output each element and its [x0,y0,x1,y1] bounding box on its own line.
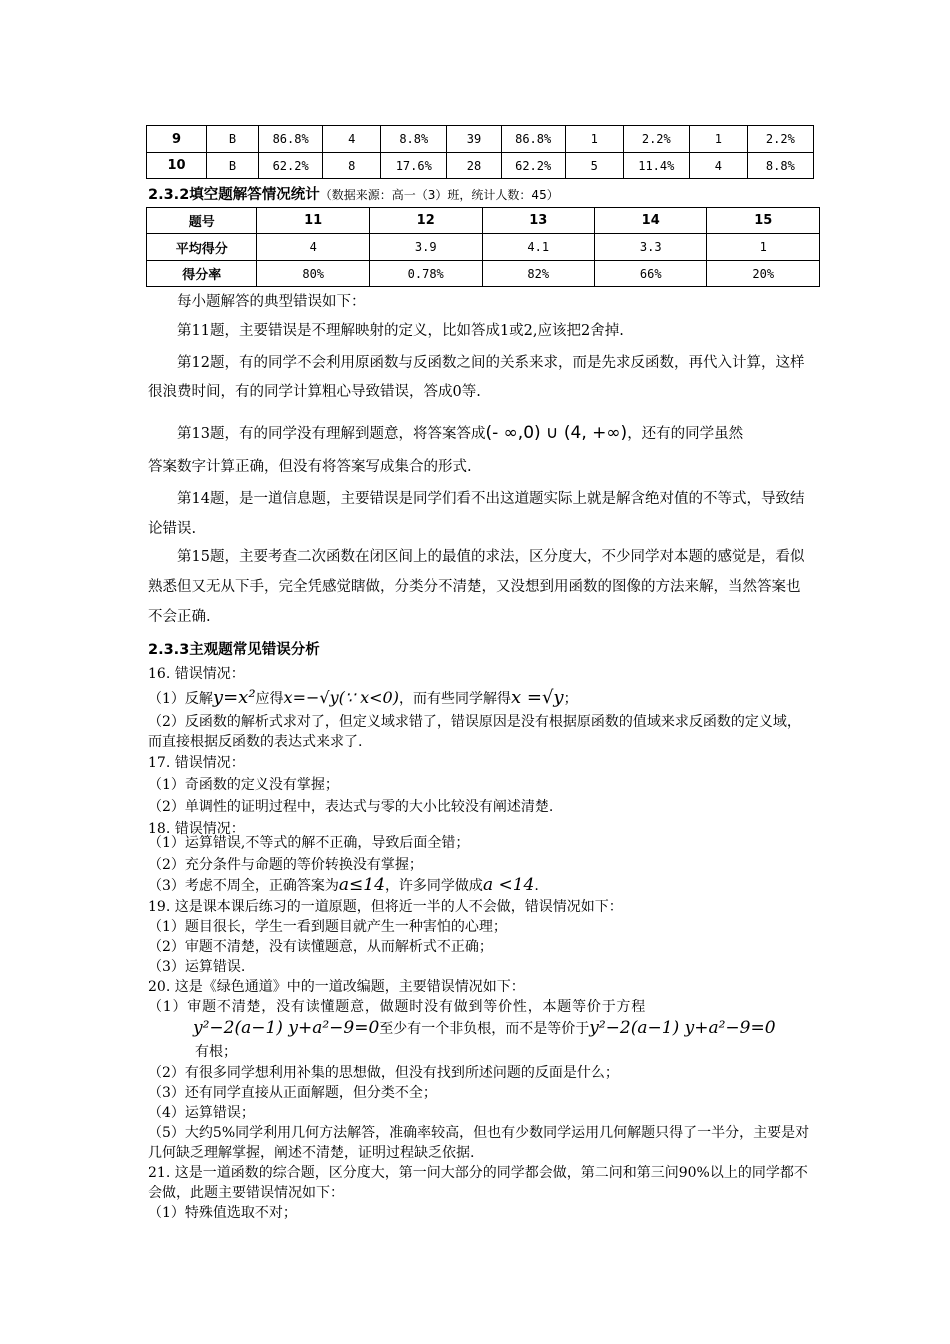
item-q17: 17. 错误情况： [148,755,245,771]
text: ； [563,691,578,707]
table-header-cell: 15 [707,208,820,234]
table-row [147,261,820,287]
table-cell: 5 [565,153,623,179]
item-q16: 16. 错误情况： [148,666,245,682]
table-cell: 1 [565,126,623,153]
table-cell: 8 [323,153,381,179]
math-quadratic: y²−2(a−1) y+a²−9=0 [589,1018,776,1038]
table-header-cell: 题号 [147,208,257,234]
item-q18-2: （2）充分条件与命题的等价转换没有掌握； [148,857,423,873]
table-cell: 86.8% [501,126,565,153]
table-cell: 平均得分 [147,234,257,261]
math-a-lt-14: a <14 [482,875,535,895]
table-cell: 20% [707,261,820,287]
section-heading-2-3-3: 2.3.3主观题常见错误分析 [148,642,320,658]
text: ，而有些同学解得 [398,691,511,707]
item-q20-1-cont: 有根； [195,1044,237,1060]
item-q20-1: （1）审题不清楚，没有读懂题意，做题时没有做到等价性，本题等价于方程 [148,999,647,1015]
paragraph-intro: 每小题解答的典型错误如下： [177,294,366,310]
table-header-cell: 14 [594,208,706,234]
table-cell: 1 [689,126,747,153]
math-x-eq-sqrt-y: x =√y [510,687,564,708]
table-cell: 4 [257,234,369,261]
item-q20-4: （4）运算错误； [148,1105,255,1121]
table-cell: 80% [257,261,369,287]
table-header-row [147,208,820,234]
item-q17-2: （2）单调性的证明过程中，表达式与零的大小比较没有阐述清楚. [148,799,554,815]
table-cell: 86.8% [258,126,322,153]
table-cell: 82% [482,261,594,287]
table-cell: 28 [447,153,501,179]
fill-in-stats-table [146,207,820,287]
item-q19: 19. 这是课本课后练习的一道原题，但将近一半的人不会做，错误情况如下： [148,899,623,915]
table-cell: 4.1 [482,234,594,261]
item-q20: 20. 这是《绿色通道》中的一道改编题，主要错误情况如下： [148,979,525,995]
math-y-eq-x2: y=x² [212,687,256,708]
item-q20-3: （3）还有同学直接从正面解题，但分类不全； [148,1085,437,1101]
table-cell: 8.8% [747,153,813,179]
table-cell: 9 [147,126,207,153]
item-q20-5: （5）大约5%同学利用几何方法解答，准确率较高，但也有少数同学运用几何解题只得了一半分，主要是对几何缺乏理解掌握，阐述不清楚，证明过程缺乏依据. [148,1125,810,1161]
table-cell: 10 [147,153,207,179]
item-q19-2: （2）审题不清楚，没有读懂题意，从而解析式不正确； [148,939,493,955]
table-cell: 4 [323,126,381,153]
table-cell: 得分率 [147,261,257,287]
math-quadratic: y²−2(a−1) y+a²−9=0 [193,1018,380,1038]
table-cell: 62.2% [258,153,322,179]
table-row [147,153,814,179]
item-q20-1-math [193,1018,776,1039]
item-q16-1 [148,688,578,709]
item-q19-1: （1）题目很长，学生一看到题目就产生一种害怕的心理； [148,919,507,935]
math-inverse: x=−√y(∵ x<0) [283,688,399,707]
top-answer-table [146,125,814,179]
table-cell: 4 [689,153,747,179]
table-cell: 17.6% [381,153,447,179]
table-cell: 0.78% [369,261,482,287]
table-header-cell: 12 [369,208,482,234]
item-q21-1: （1）特殊值选取不对； [148,1205,297,1221]
table-cell: 2.2% [623,126,689,153]
item-q19-3: （3）运算错误. [148,959,246,975]
text: ，许多同学做成 [384,878,483,894]
text: （3）考虑不周全，正确答案为 [148,878,339,894]
paragraph-q13 [148,418,808,449]
section-heading-2-3-2 [148,183,559,204]
table-cell: B [207,153,259,179]
text: . [534,878,539,894]
table-header-cell: 13 [482,208,594,234]
table-cell: 3.3 [594,234,706,261]
table-cell: 62.2% [501,153,565,179]
q13-interval-math: (- ∞,0) ∪ (4, +∞) [485,423,628,443]
paragraph-q11: 第11题，主要错误是不理解映射的定义，比如答成1或2,应该把2舍掉. [177,323,624,339]
item-q17-1: （1）奇函数的定义没有掌握； [148,777,339,793]
paragraph-q15: 第15题，主要考查二次函数在闭区间上的最值的求法，区分度大，不少同学对本题的感觉是，看似熟悉但又无从下手，完全凭感觉瞎做，分类分不清楚，又没想到用函数的图像的方法来解，当然答案也不会正确. [148,549,805,625]
table-header-cell: 11 [257,208,369,234]
q13-text-b: ，还有的同学虽然 [627,426,744,442]
table-cell: B [207,126,259,153]
item-q18: 18. 错误情况： [148,821,245,837]
item-q21: 21. 这是一道函数的综合题，区分度大，第一问大部分的同学都会做，第二问和第三问90%以上的同学都不会做，此题主要错误情况如下： [148,1165,808,1201]
text: 至少有一个非负根，而不是等价于 [379,1021,590,1037]
text: （1）反解 [148,691,213,707]
table-row [147,126,814,153]
table-cell: 39 [447,126,501,153]
paragraph-q14: 第14题，是一道信息题，主要错误是同学们看不出这道题实际上就是解含绝对值的不等式，导致结论错误. [148,491,805,537]
table-row [147,234,820,261]
text: 应得 [255,691,284,707]
paragraph-q13-cont: 答案数字计算正确，但没有将答案写成集合的形式. [148,459,472,475]
item-q20-2: （2）有很多同学想利用补集的思想做，但没有找到所述问题的反面是什么； [148,1065,619,1081]
table-cell: 8.8% [381,126,447,153]
table-cell: 3.9 [369,234,482,261]
paragraph-q12: 第12题，有的同学不会利用原函数与反函数之间的关系来求，而是先求反函数，再代入计算，这样很浪费时间，有的同学计算粗心导致错误，答成0等. [148,355,805,400]
q13-text-a: 第13题，有的同学没有理解到题意，将答案答成 [177,426,486,442]
item-q18-1: （1）运算错误,不等式的解不正确，导致后面全错； [148,835,470,851]
section-title: 2.3.2填空题解答情况统计 [148,187,320,203]
table-cell: 11.4% [623,153,689,179]
item-q16-2: （2）反函数的解析式求对了，但定义域求错了，错误原因是没有根据原函数的值域来求反函数的定义域，而直接根据反函数的表达式来求了. [148,714,801,750]
table-cell: 2.2% [747,126,813,153]
math-a-le-14: a≤14 [338,875,385,895]
table-cell: 1 [707,234,820,261]
table-cell: 66% [594,261,706,287]
item-q18-3 [148,875,539,896]
section-note: （数据来源：高一（3）班，统计人数：45） [319,188,559,202]
